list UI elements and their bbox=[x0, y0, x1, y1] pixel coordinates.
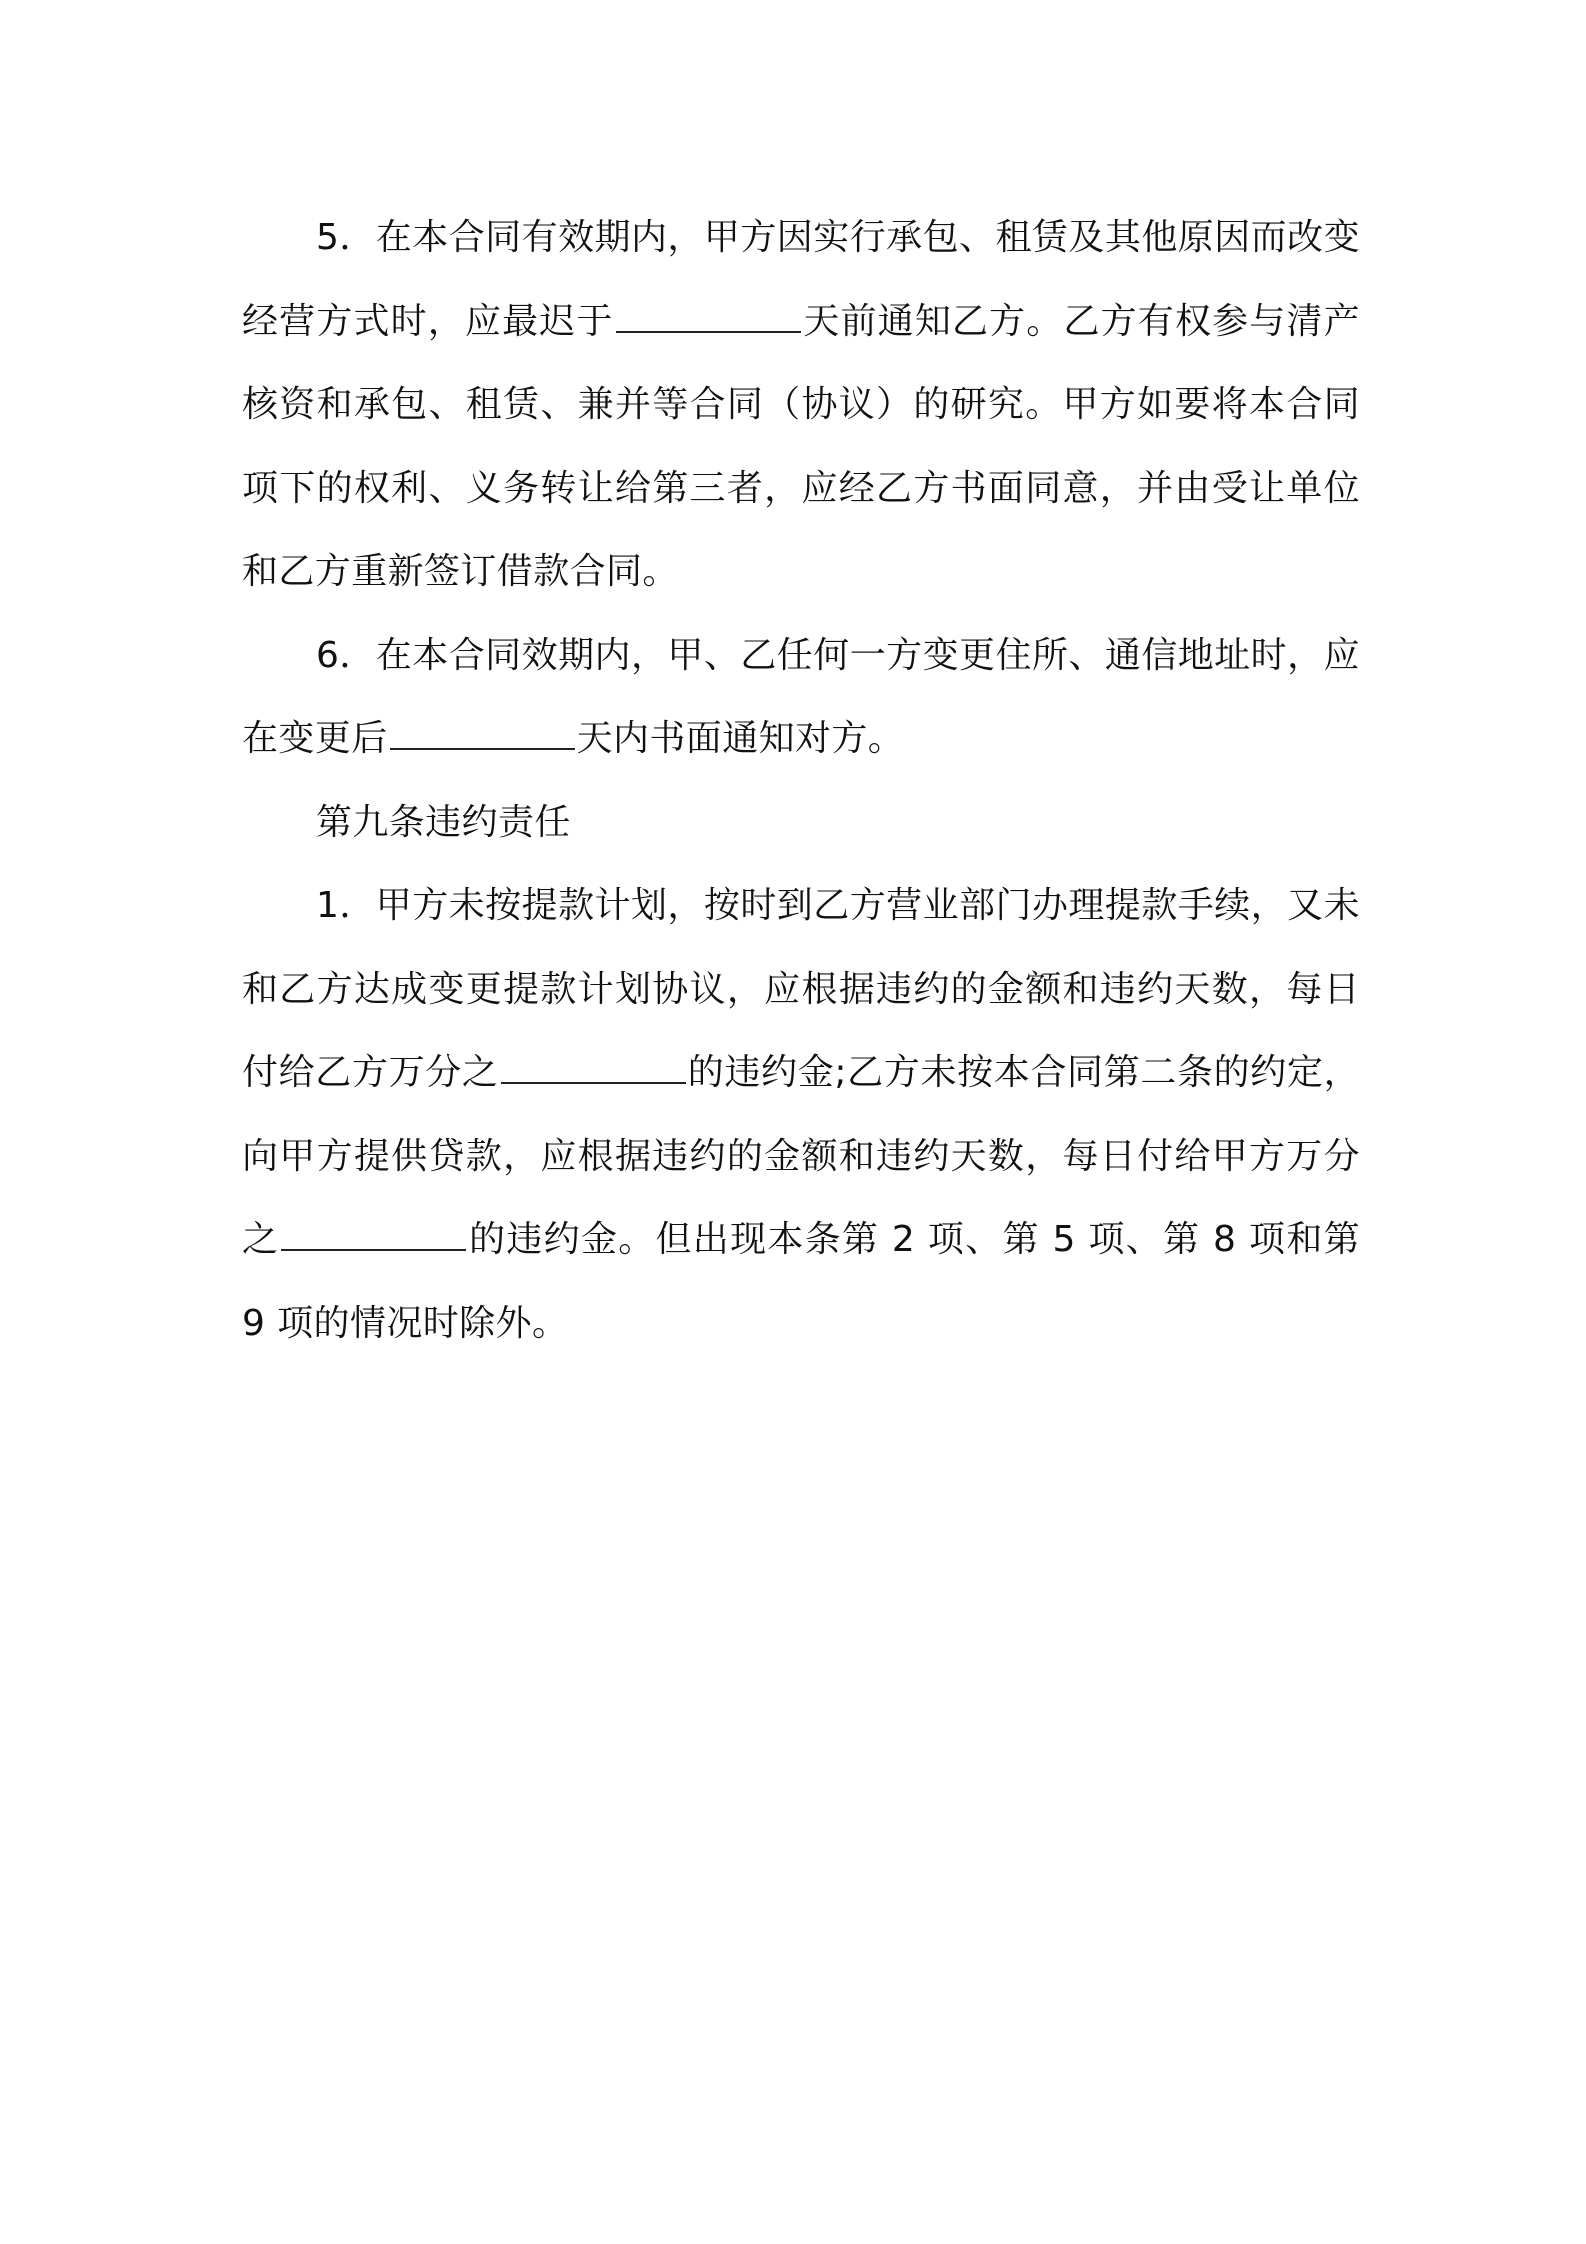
article-9-item-1-text-part2: 的违约金;乙方未按本合同第二条的约定，向甲方提供贷款，应根据违约的金额和违约天数，每日付给甲方万分之 bbox=[242, 1052, 1360, 1260]
clause-6-paragraph bbox=[242, 614, 1360, 781]
article-9-heading: 第九条违约责任 bbox=[316, 801, 571, 843]
fill-in-blank bbox=[390, 747, 575, 750]
clause-5-text-part1: 5．在本合同有效期内，甲方因实行承包、租赁及其他原因而改变经营方式时，应最迟于 bbox=[242, 217, 1360, 342]
fill-in-blank bbox=[281, 1248, 466, 1251]
article-9-item-1-text-part1: 1．甲方未按提款计划，按时到乙方营业部门办理提款手续，又未和乙方达成变更提款计划协议，应根据违约的金额和违约天数，每日付给乙方万分之 bbox=[242, 885, 1360, 1093]
clause-6-text-part1: 6．在本合同效期内，甲、乙任何一方变更住所、通信地址时，应在变更后 bbox=[242, 634, 1360, 759]
article-9-item-1-paragraph bbox=[242, 864, 1360, 1365]
fill-in-blank bbox=[616, 330, 801, 333]
article-9-item-1-text-part3: 的违约金。但出现本条第 2 项、第 5 项、第 8 项和第 9 项的情况时除外。 bbox=[242, 1219, 1360, 1344]
document-body bbox=[242, 196, 1360, 1365]
clause-5-paragraph bbox=[242, 196, 1360, 614]
clause-5-text-part2: 天前通知乙方。乙方有权参与清产核资和承包、租赁、兼并等合同（协议）的研究。甲方如要将本合同项下的权利、义务转让给第三者，应经乙方书面同意，并由受让单位和乙方重新签订借款合同。 bbox=[242, 300, 1360, 592]
clause-6-text-part2: 天内书面通知对方。 bbox=[576, 718, 905, 759]
fill-in-blank bbox=[501, 1081, 686, 1084]
